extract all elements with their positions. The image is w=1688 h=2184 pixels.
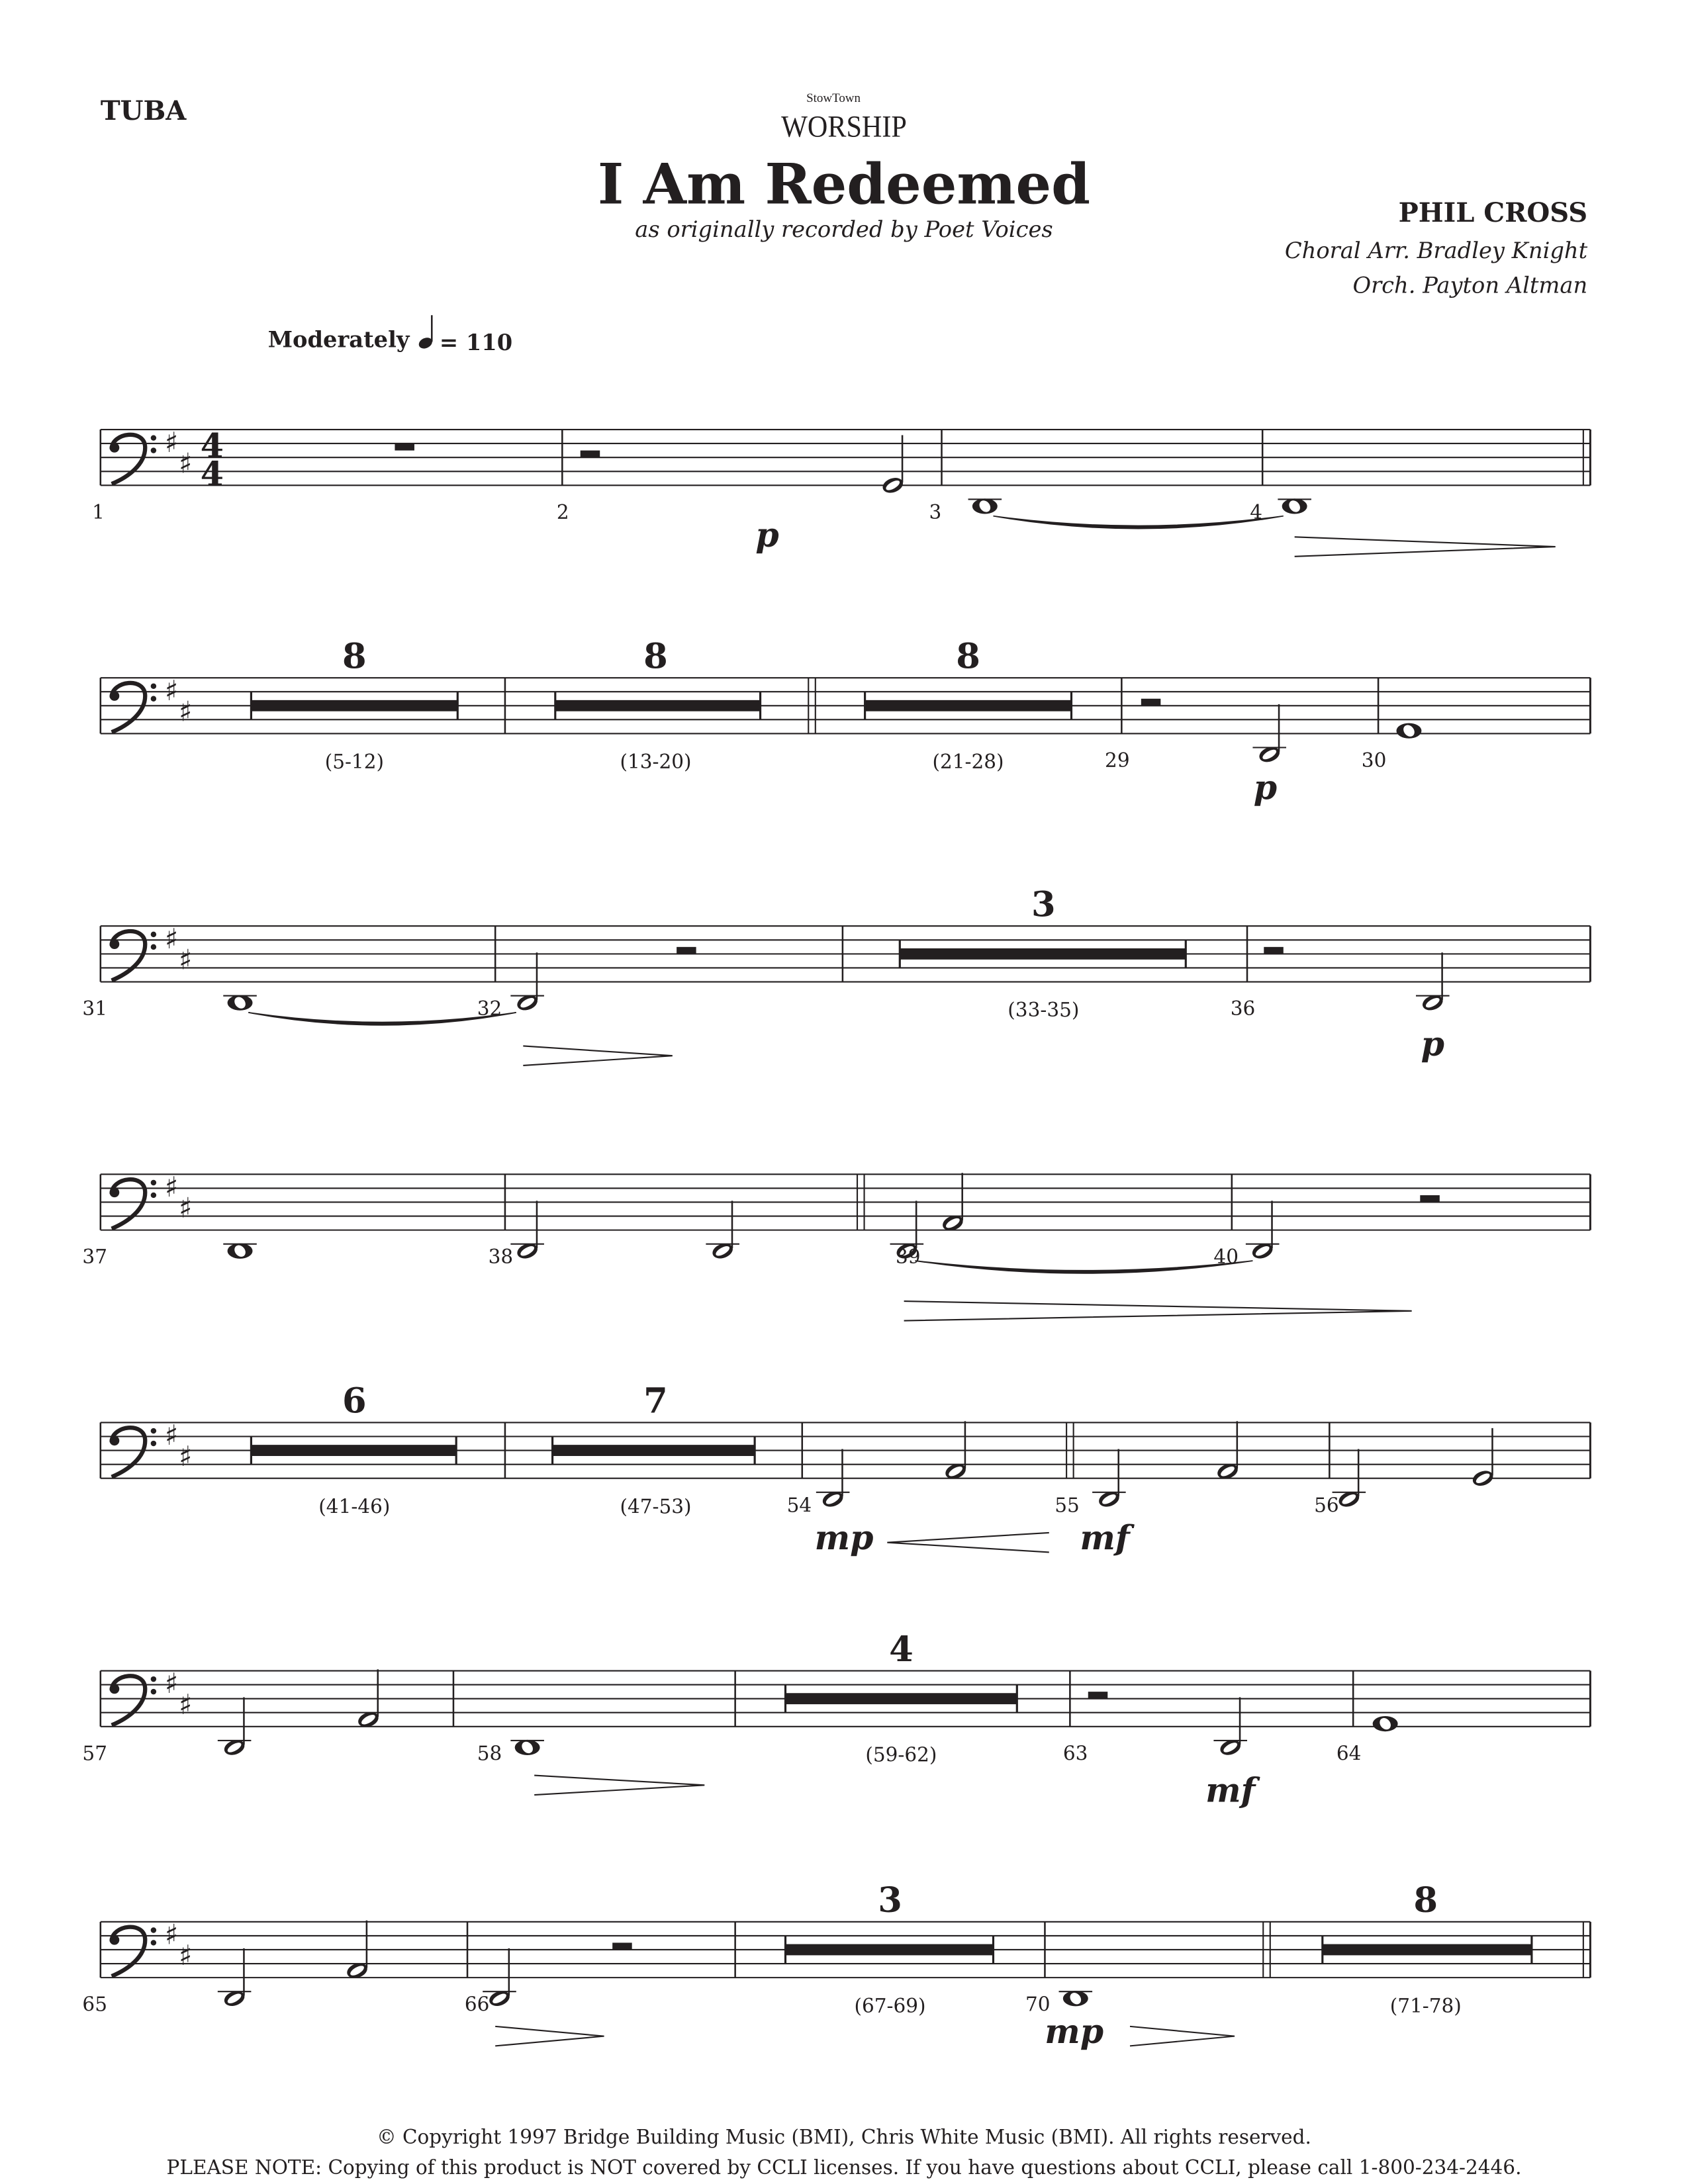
multirest-count: 6 bbox=[342, 1381, 367, 1422]
clef-head bbox=[110, 691, 120, 701]
clef-head bbox=[110, 1187, 120, 1197]
orchestrator: Orch. Payton Altman bbox=[1352, 272, 1588, 298]
clef-head bbox=[110, 1684, 120, 1694]
clef-dot bbox=[151, 1193, 156, 1198]
clef-dot bbox=[151, 1441, 156, 1446]
multi-measure-rest bbox=[555, 636, 761, 773]
measure-number: 4 bbox=[1250, 500, 1262, 523]
decrescendo-hairpin bbox=[534, 1776, 704, 1796]
half-rest-icon bbox=[1141, 699, 1161, 706]
clef-curve bbox=[112, 1428, 146, 1477]
sharp-icon: ♯ bbox=[164, 1667, 179, 1700]
measure-number: 30 bbox=[1361, 749, 1387, 772]
tempo-value: = 110 bbox=[439, 328, 513, 355]
clef-head bbox=[110, 443, 120, 453]
svg-text:WORSHIP: WORSHIP bbox=[781, 110, 907, 144]
tie bbox=[993, 516, 1283, 529]
multirest-count: 7 bbox=[643, 1381, 668, 1422]
staff-system bbox=[101, 636, 1591, 807]
whole-rest-icon bbox=[395, 443, 414, 451]
half-rest-icon bbox=[677, 947, 696, 954]
decrescendo-hairpin bbox=[495, 2026, 604, 2046]
sharp-icon: ♯ bbox=[178, 695, 193, 728]
bass-clef-icon bbox=[110, 1179, 157, 1228]
measure-number: 54 bbox=[786, 1494, 812, 1517]
multirest-range: (67-69) bbox=[854, 1994, 926, 2017]
tie bbox=[248, 1013, 516, 1025]
multirest-range: (21-28) bbox=[932, 751, 1004, 774]
multirest-bar bbox=[865, 700, 1072, 711]
song-subtitle: as originally recorded by Poet Voices bbox=[635, 216, 1053, 243]
multirest-count: 8 bbox=[956, 636, 980, 677]
composer: PHIL CROSS bbox=[1398, 197, 1588, 229]
sharp-icon: ♯ bbox=[164, 1918, 179, 1951]
half-note bbox=[943, 1421, 968, 1481]
half-note bbox=[1213, 1698, 1247, 1758]
sharp-icon: ♯ bbox=[164, 1419, 179, 1452]
multirest-bar bbox=[900, 948, 1186, 960]
clef-dot bbox=[151, 684, 156, 689]
sharp-icon: ♯ bbox=[164, 922, 179, 955]
svg-text:StowTown: StowTown bbox=[806, 91, 861, 105]
measure-number: 31 bbox=[82, 997, 107, 1021]
time-sig-bottom: 4 bbox=[200, 454, 224, 494]
half-note bbox=[218, 1698, 252, 1758]
song-title: I Am Redeemed bbox=[597, 151, 1091, 217]
staff-system bbox=[82, 1171, 1590, 1321]
multirest-range: (13-20) bbox=[620, 751, 692, 774]
bass-clef-icon bbox=[110, 683, 157, 732]
sharp-icon: ♯ bbox=[178, 447, 193, 480]
crescendo-hairpin bbox=[887, 1533, 1049, 1553]
multirest-range: (59-62) bbox=[865, 1743, 937, 1766]
multirest-count: 3 bbox=[1031, 884, 1056, 925]
measure-number: 1 bbox=[92, 500, 105, 523]
multirest-bar bbox=[1323, 1944, 1532, 1956]
clef-dot bbox=[151, 447, 156, 453]
tie bbox=[915, 1261, 1252, 1273]
half-rest-icon bbox=[581, 451, 600, 458]
multi-measure-rest bbox=[1323, 1880, 1532, 2017]
bass-clef-icon bbox=[110, 1676, 157, 1725]
multirest-range: (33-35) bbox=[1008, 999, 1080, 1022]
clef-head bbox=[110, 1935, 120, 1945]
sharp-icon: ♯ bbox=[178, 1688, 193, 1721]
dynamic-marking: mf bbox=[1205, 1770, 1256, 1810]
ccli-notice: PLEASE NOTE: Copying of this product is NOT covered by CCLI licenses. If you have questions about CCLI, please call 1-800-234-2446. bbox=[166, 2156, 1522, 2179]
dynamic-marking: mp bbox=[814, 1518, 874, 1558]
time-sig-top: 4 bbox=[200, 426, 224, 466]
half-rest-icon bbox=[1264, 947, 1284, 954]
measure-number: 57 bbox=[82, 1742, 107, 1765]
staff-system bbox=[92, 426, 1590, 557]
clef-dot bbox=[151, 435, 156, 440]
copyright-notice: © Copyright 1997 Bridge Building Music (BMI), Chris White Music (BMI). All rights reserved. bbox=[377, 2125, 1311, 2148]
decrescendo-hairpin bbox=[523, 1046, 672, 1066]
multirest-range: (71-78) bbox=[1389, 1994, 1462, 2017]
whole-note bbox=[223, 1243, 257, 1259]
arranger: Choral Arr. Bradley Knight bbox=[1284, 237, 1588, 263]
multirest-range: (5-12) bbox=[324, 751, 384, 774]
bass-clef-icon bbox=[110, 931, 157, 980]
publisher-logo bbox=[781, 91, 907, 144]
clef-head bbox=[110, 1435, 120, 1445]
half-note bbox=[510, 1201, 544, 1261]
staff-system bbox=[82, 884, 1590, 1065]
measure-number: 56 bbox=[1314, 1494, 1339, 1517]
sharp-icon: ♯ bbox=[164, 1171, 179, 1204]
bass-clef-icon bbox=[110, 435, 157, 484]
clef-head bbox=[110, 939, 120, 949]
measure-number: 39 bbox=[895, 1246, 921, 1269]
measure-number: 70 bbox=[1025, 1993, 1051, 2016]
half-note bbox=[510, 952, 544, 1013]
multirest-bar bbox=[553, 1445, 755, 1456]
dynamic-marking: p bbox=[1421, 1024, 1444, 1064]
multirest-bar bbox=[555, 700, 761, 711]
multirest-bar bbox=[251, 1445, 456, 1456]
measure-number: 64 bbox=[1336, 1742, 1362, 1765]
multi-measure-rest bbox=[785, 1880, 993, 2017]
measure-number: 32 bbox=[477, 997, 502, 1021]
multirest-range: (47-53) bbox=[620, 1495, 692, 1518]
sharp-icon: ♯ bbox=[164, 426, 179, 459]
staff-system bbox=[82, 1629, 1590, 1810]
half-note bbox=[1246, 1201, 1280, 1261]
measure-number: 3 bbox=[929, 500, 942, 523]
half-note bbox=[1416, 952, 1450, 1013]
multi-measure-rest bbox=[865, 636, 1072, 773]
decrescendo-hairpin bbox=[1130, 2026, 1235, 2046]
sharp-icon: ♯ bbox=[178, 943, 193, 976]
clef-dot bbox=[151, 696, 156, 702]
multi-measure-rest bbox=[251, 1381, 456, 1518]
whole-note bbox=[510, 1739, 544, 1755]
dynamic-marking: p bbox=[1253, 768, 1278, 807]
clef-curve bbox=[112, 931, 146, 980]
measure-number: 36 bbox=[1230, 997, 1256, 1021]
decrescendo-hairpin bbox=[1295, 537, 1556, 557]
multirest-bar bbox=[251, 700, 457, 711]
clef-curve bbox=[112, 1676, 146, 1725]
dynamic-marking: p bbox=[755, 516, 779, 555]
half-note bbox=[356, 1669, 381, 1729]
bass-clef-icon bbox=[110, 1927, 157, 1976]
clef-dot bbox=[151, 944, 156, 950]
whole-note bbox=[1396, 723, 1421, 739]
clef-dot bbox=[151, 1428, 156, 1433]
bass-clef-icon bbox=[110, 1428, 157, 1477]
half-note bbox=[1092, 1449, 1126, 1509]
measure-number: 63 bbox=[1062, 1742, 1088, 1765]
half-note bbox=[218, 1948, 252, 2009]
clef-curve bbox=[112, 1927, 146, 1976]
measure-number: 29 bbox=[1105, 749, 1130, 772]
multi-measure-rest bbox=[900, 884, 1186, 1021]
staff-system bbox=[101, 1381, 1591, 1558]
tempo-marking: Moderately bbox=[267, 326, 410, 353]
half-rest-icon bbox=[1420, 1195, 1440, 1203]
clef-curve bbox=[112, 1179, 146, 1228]
measure-number: 40 bbox=[1213, 1246, 1239, 1269]
multirest-count: 8 bbox=[342, 636, 367, 677]
half-note bbox=[345, 1921, 369, 1981]
sharp-icon: ♯ bbox=[178, 1939, 193, 1972]
multi-measure-rest bbox=[553, 1381, 755, 1518]
half-note bbox=[816, 1449, 850, 1509]
whole-note bbox=[1059, 1991, 1093, 2007]
half-rest-icon bbox=[612, 1942, 632, 1950]
half-note bbox=[941, 1173, 965, 1233]
measure-number: 38 bbox=[488, 1246, 514, 1269]
dynamic-marking: mp bbox=[1045, 2012, 1104, 2052]
whole-note bbox=[1278, 498, 1311, 514]
half-note bbox=[1215, 1421, 1240, 1481]
sharp-icon: ♯ bbox=[164, 674, 179, 707]
measure-number: 66 bbox=[464, 1993, 490, 2016]
dynamic-marking: mf bbox=[1080, 1518, 1130, 1558]
measure-number: 55 bbox=[1055, 1494, 1080, 1517]
multirest-count: 3 bbox=[878, 1880, 902, 1921]
staff-system bbox=[82, 1880, 1590, 2051]
half-note bbox=[706, 1201, 739, 1261]
multirest-bar bbox=[785, 1944, 993, 1956]
multi-measure-rest bbox=[785, 1629, 1017, 1766]
measure-number: 37 bbox=[82, 1246, 107, 1269]
multirest-count: 4 bbox=[889, 1629, 914, 1670]
quarter-note-icon bbox=[417, 315, 434, 350]
clef-dot bbox=[151, 1689, 156, 1694]
whole-note bbox=[223, 995, 257, 1011]
clef-curve bbox=[112, 683, 146, 732]
instrument-label: TUBA bbox=[100, 95, 187, 127]
multi-measure-rest bbox=[251, 636, 457, 773]
multirest-count: 8 bbox=[643, 636, 668, 677]
whole-note bbox=[968, 498, 1002, 514]
measure-number: 65 bbox=[82, 1993, 107, 2016]
measure-number: 58 bbox=[477, 1742, 502, 1765]
time-signature bbox=[201, 426, 224, 493]
clef-dot bbox=[151, 1940, 156, 1945]
clef-dot bbox=[151, 932, 156, 937]
clef-dot bbox=[151, 1180, 156, 1185]
clef-dot bbox=[151, 1927, 156, 1933]
sharp-icon: ♯ bbox=[178, 1439, 193, 1473]
clef-dot bbox=[151, 1676, 156, 1682]
whole-note bbox=[1373, 1716, 1398, 1732]
half-rest-icon bbox=[1088, 1692, 1108, 1699]
multirest-count: 8 bbox=[1413, 1880, 1438, 1921]
clef-curve bbox=[112, 435, 146, 484]
measure-number: 2 bbox=[556, 500, 569, 523]
sharp-icon: ♯ bbox=[178, 1191, 193, 1224]
decrescendo-hairpin bbox=[904, 1301, 1412, 1321]
half-note bbox=[1252, 704, 1286, 764]
multirest-range: (41-46) bbox=[318, 1495, 391, 1518]
multirest-bar bbox=[785, 1693, 1017, 1704]
